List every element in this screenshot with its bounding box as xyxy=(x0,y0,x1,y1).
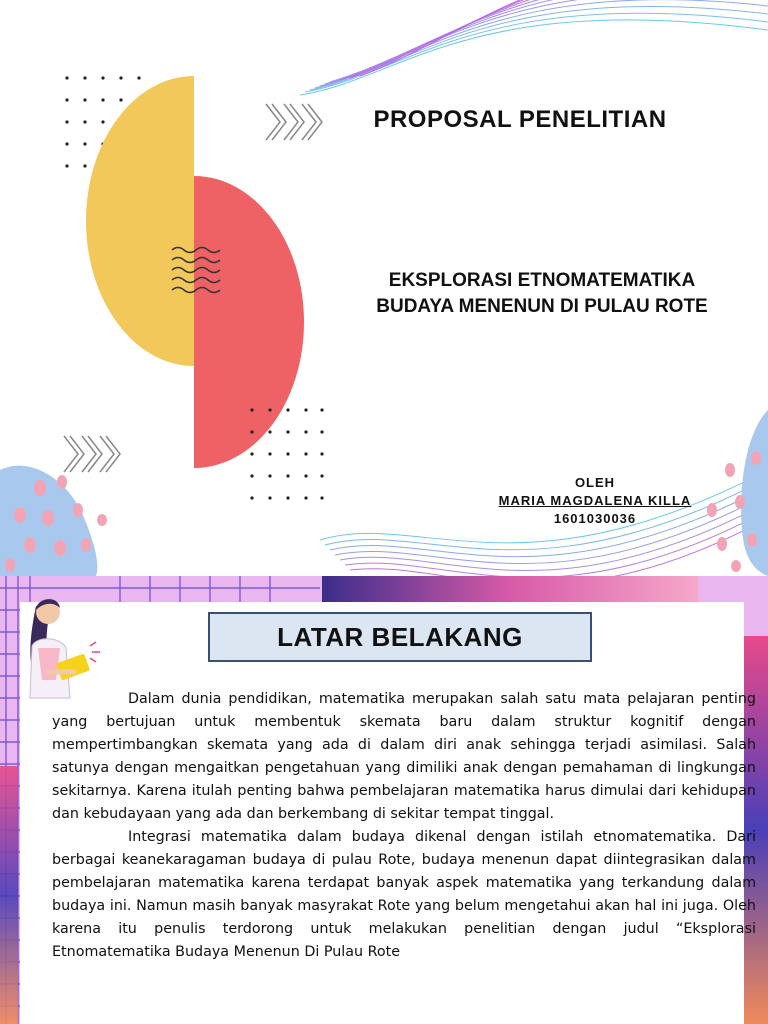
chevron-arrows-bottom xyxy=(64,436,120,472)
yellow-half-circle xyxy=(86,76,194,366)
red-half-circle xyxy=(194,176,304,468)
chevron-arrows-top xyxy=(266,104,322,140)
research-title-line: EKSPLORASI ETNOMATEMATIKA xyxy=(388,270,696,291)
section-heading-box xyxy=(208,612,592,662)
background-slide xyxy=(0,576,768,1024)
paragraph: Dalam dunia pendidikan, matematika merupakan salah satu mata pelajaran penting yang bertujuan untuk membentuk skemata baru dalam struktur kognitif dengan mempertimbangkan skemata yang ada di dalam diri anak sehingga terjadi asimilasi. Salah satunya dengan mengaitkan pengetahuan yang dimiliki anak dengan pemahaman di lingkungan sekitarnya. Karena itulah penting bahwa pembelajaran matematika harus dimulai dari kehidupan dan kebudayaan yang ada dan berkembang di sekitar tempat tinggal. xyxy=(52,691,756,822)
paragraph: Integrasi matematika dalam budaya dikenal dengan istilah etnomatematika. Dari berbagai keanekaragaman budaya di pulau Rote, budaya menenun dapat diintegrasikan dalam pembelajaran matematika karena terdapat banyak aspek matematika yang terkandung dalam budaya ini. Namun masih banyak masyrakat Rote yang belum mengetahui akan hal ini juga. Oleh karena itu penulis terdorong untuk melakukan penelitian dengan judul “Eksplorasi Etnomatematika Budaya Menenun Di Pulau Rote xyxy=(52,829,756,960)
slide-title: PROPOSAL PENELITIAN xyxy=(373,106,667,133)
abstract-strip-left xyxy=(0,766,18,1024)
by-label: OLEH xyxy=(574,475,616,490)
student-id: 1601030036 xyxy=(553,511,637,526)
body-text xyxy=(52,688,756,964)
blue-blob-right xyxy=(741,410,768,576)
wave-lines-top-right xyxy=(300,0,768,95)
research-title-line: BUDAYA MENENUN DI PULAU ROTE xyxy=(376,296,708,317)
research-title xyxy=(330,268,754,320)
author-block xyxy=(470,474,720,528)
author-name: MARIA MAGDALENA KILLA xyxy=(498,493,692,508)
section-heading: LATAR BELAKANG xyxy=(277,621,523,652)
abstract-banner xyxy=(322,576,698,602)
